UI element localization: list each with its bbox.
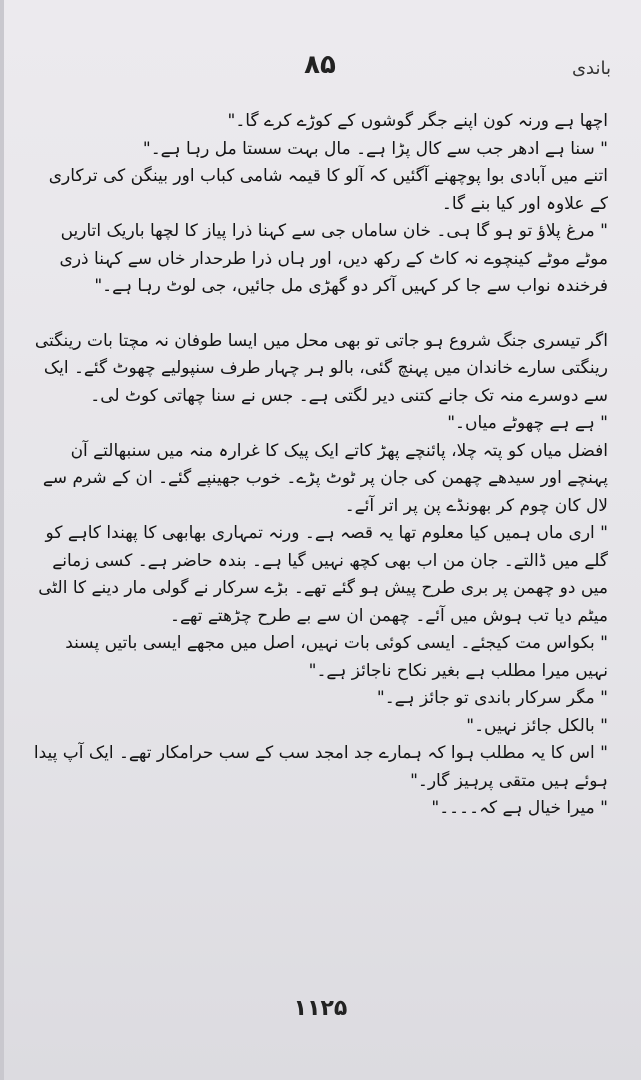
- paragraph: " اس کا یہ مطلب ہوا کہ ہمارے جد امجد سب کے سب حرامکار تھے۔ ایک آپ پیدا ہوئے ہیں متقی پرہیز گار۔": [33, 743, 608, 791]
- paragraph: " سنا ہے ادھر جب سے کال پڑا ہے۔ مال بہت سستا مل رہا ہے۔": [142, 138, 608, 159]
- page-edge: [0, 0, 4, 1080]
- page-header: [0, 50, 641, 90]
- body-text: [30, 108, 608, 988]
- paragraph: اگر تیسری جنگ شروع ہو جاتی تو بھی محل میں ایسا طوفان نہ مچتا بات رینگتی رینگتی سارے خاندان میں پہنچ گئی، بالو ہر چہار طرف سنپولیے چھوٹ گئے۔ ایک سے دوسرے منہ تک جانے کتنی دیر لگتی ہے۔ جس نے سنا چھاتی کوٹ لی۔: [34, 330, 608, 406]
- paragraph: " مگر سرکار باندی تو جائز ہے۔": [376, 688, 608, 708]
- paragraph: " میرا خیال ہے کہ۔۔۔۔": [431, 798, 608, 818]
- paragraph: اتنے میں آبادی بوا پوچھنے آگئیں کہ آلو کا قیمہ شامی کباب اور بینگن کی ترکاری کے علاوہ اور کیا بنے گا۔: [48, 166, 608, 214]
- paragraph: " مرغ پلاؤ تو ہو گا ہی۔ خان ساماں جی سے کہنا ذرا پیاز کا لچھا باریک اتاریں موٹے موٹے کینچوے نہ کاٹ کے رکھ دیں، اور ہاں ذرا طرحدار خاں سے کہنا ذری فرخندہ نواب سے جا کر کہیں آکر دو گھڑی مل جائیں، جی لوٹ رہا ہے۔": [59, 221, 608, 296]
- paragraph: " بکواس مت کیجئے۔ ایسی کوئی بات نہیں، اصل میں مجھے ایسی باتیں پسند نہیں میرا مطلب ہے بغیر نکاح ناجائز ہے۔": [65, 633, 608, 681]
- running-title: باندی: [571, 58, 611, 79]
- folio-number: ۱۱۲۵: [293, 996, 348, 1021]
- page-number: ۸۵: [304, 50, 336, 80]
- paragraph: " بالکل جائز نہیں۔": [466, 715, 608, 736]
- paragraph: " ہے ہے چھوٹے میاں۔": [447, 413, 608, 433]
- paragraph: " اری ماں ہمیں کیا معلوم تھا یہ قصہ ہے۔ ورنہ تمہاری بھابھی کا پھندا کاہے کو گلے میں ڈالتے۔ جان من اب بھی کچھ نہیں گیا ہے۔ بندہ حاضر ہے۔ کسی زمانے میں دو چھمن پر بری طرح پیش ہو گئے تھے۔ بڑے سرکار نے گولی مار دینے کا الٹی میٹم دیا تب ہوش میں آئے۔ چھمن ان سے بے طرح چڑھتے تھے۔: [38, 523, 608, 626]
- paragraph: افضل میاں کو پتہ چلا، پائنچے پھڑ کاتے ایک پیک کا غرارہ منہ میں سنبھالتے آن پہنچے اور سیدھے چھمن کی جان پر ٹوٹ پڑے۔ خوب جھینپے گئے۔ ان کے شرم سے لال کان چوم کر بھونڈے پن پر اتر آئے۔: [42, 440, 608, 516]
- paragraph: اچھا ہے ورنہ کون اپنے جگر گوشوں کے کوڑے کرے گا۔": [227, 111, 608, 131]
